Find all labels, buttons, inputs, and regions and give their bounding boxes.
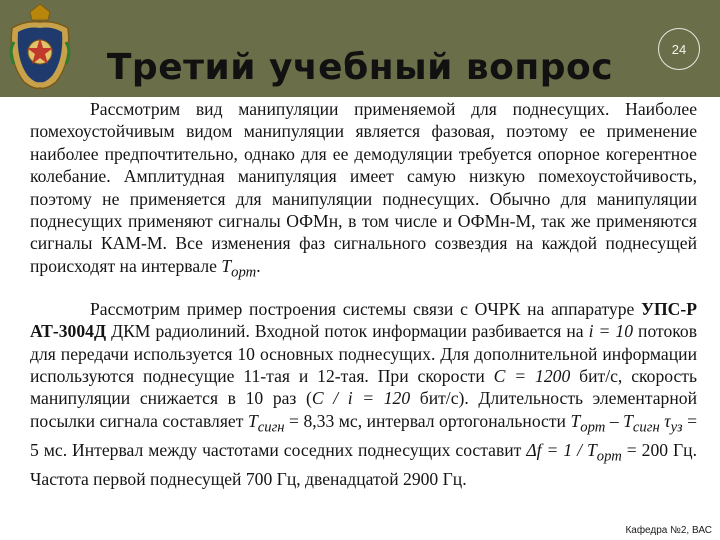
paragraph-2	[30, 298, 697, 490]
paragraph-1-end: .	[256, 255, 261, 276]
paragraph-1-text: Рассмотрим вид манипуляции применяемой для поднесущих. Наиболее помехоустойчивым видом манипуляции является фазовая, поэтому ее применение наиболее предпочтительно, однако для ее демодуляции требуется опорное когерентное колебание. Амплитудная манипуляция имеет самую низкую помехоустойчивость, поэтому не применяется для манипуляции поднесущих. Обычно для манипуляции поднесущих применяют сигналы ОФМн, в том числе и ОФМн-М, так же применяются сигналы КАМ-М. Все изменения фаз сигнального созвездия на каждой поднесущей происходят на интервале	[30, 99, 697, 276]
math-tau: τ	[664, 410, 671, 431]
math-minus: –	[605, 410, 624, 431]
math-t-sign-2-sub: сигн	[632, 419, 660, 436]
math-t-sign: T	[247, 410, 258, 431]
p2-text-10: 700 Гц, двенадцатой 2900 Гц.	[245, 468, 467, 489]
math-delta-f-t: T	[586, 439, 597, 460]
p2-text-3: ДКМ радиолиний. Входной поток информации разбивается на	[106, 321, 589, 342]
p2-equipment-name: УПС-Р АТ-3004Д	[30, 298, 697, 342]
page-number: 24	[658, 28, 700, 70]
math-tau-sub: уз	[670, 419, 683, 436]
p2-text-1: Рассмотрим пример построения системы связи с OЧРК на аппаратуре	[90, 298, 642, 319]
math-t-ort-sub: орт	[580, 419, 606, 436]
math-t-sign-2: T	[623, 410, 633, 431]
footer-department: Кафедра №2, ВАС	[625, 525, 712, 536]
content-body	[30, 98, 697, 490]
p2-text-9: = 200 Гц. Частота первой поднесущей	[30, 439, 697, 489]
p2-text-6: бит/с). Длительность элементарной посылки сигнала составляет	[30, 388, 697, 431]
math-t-ort: T	[570, 410, 581, 431]
math-c-equals: C = 1200	[493, 365, 571, 386]
p2-text-8: = 5 мс. Интервал между частотами соседних поднесущих составит	[30, 410, 698, 460]
t-ort-symbol: T	[221, 255, 232, 276]
slide-title: Третий учебный вопрос	[106, 47, 614, 88]
paragraph-1	[30, 98, 697, 284]
p2-text-4: потоков для передачи используется 10 основных поднесущих. Для дополнительной информации используются поднесущие 11-тая и 12-тая. При скорости	[30, 321, 698, 386]
header-bar	[0, 0, 720, 97]
math-delta-f: Δf = 1 /	[526, 439, 587, 460]
t-ort-subscript: орт	[231, 264, 257, 281]
math-c-over-i: C / i = 120	[311, 388, 411, 409]
math-i-equals: i = 10	[588, 321, 633, 342]
math-delta-f-t-sub: орт	[596, 448, 622, 465]
p2-text-7: = 8,33 мс, интервал ортогональности	[284, 410, 571, 431]
p2-text-5: бит/с, скорость манипуляции снижается в 10 раз (	[30, 365, 698, 409]
math-t-sign-sub: сигн	[257, 419, 285, 436]
